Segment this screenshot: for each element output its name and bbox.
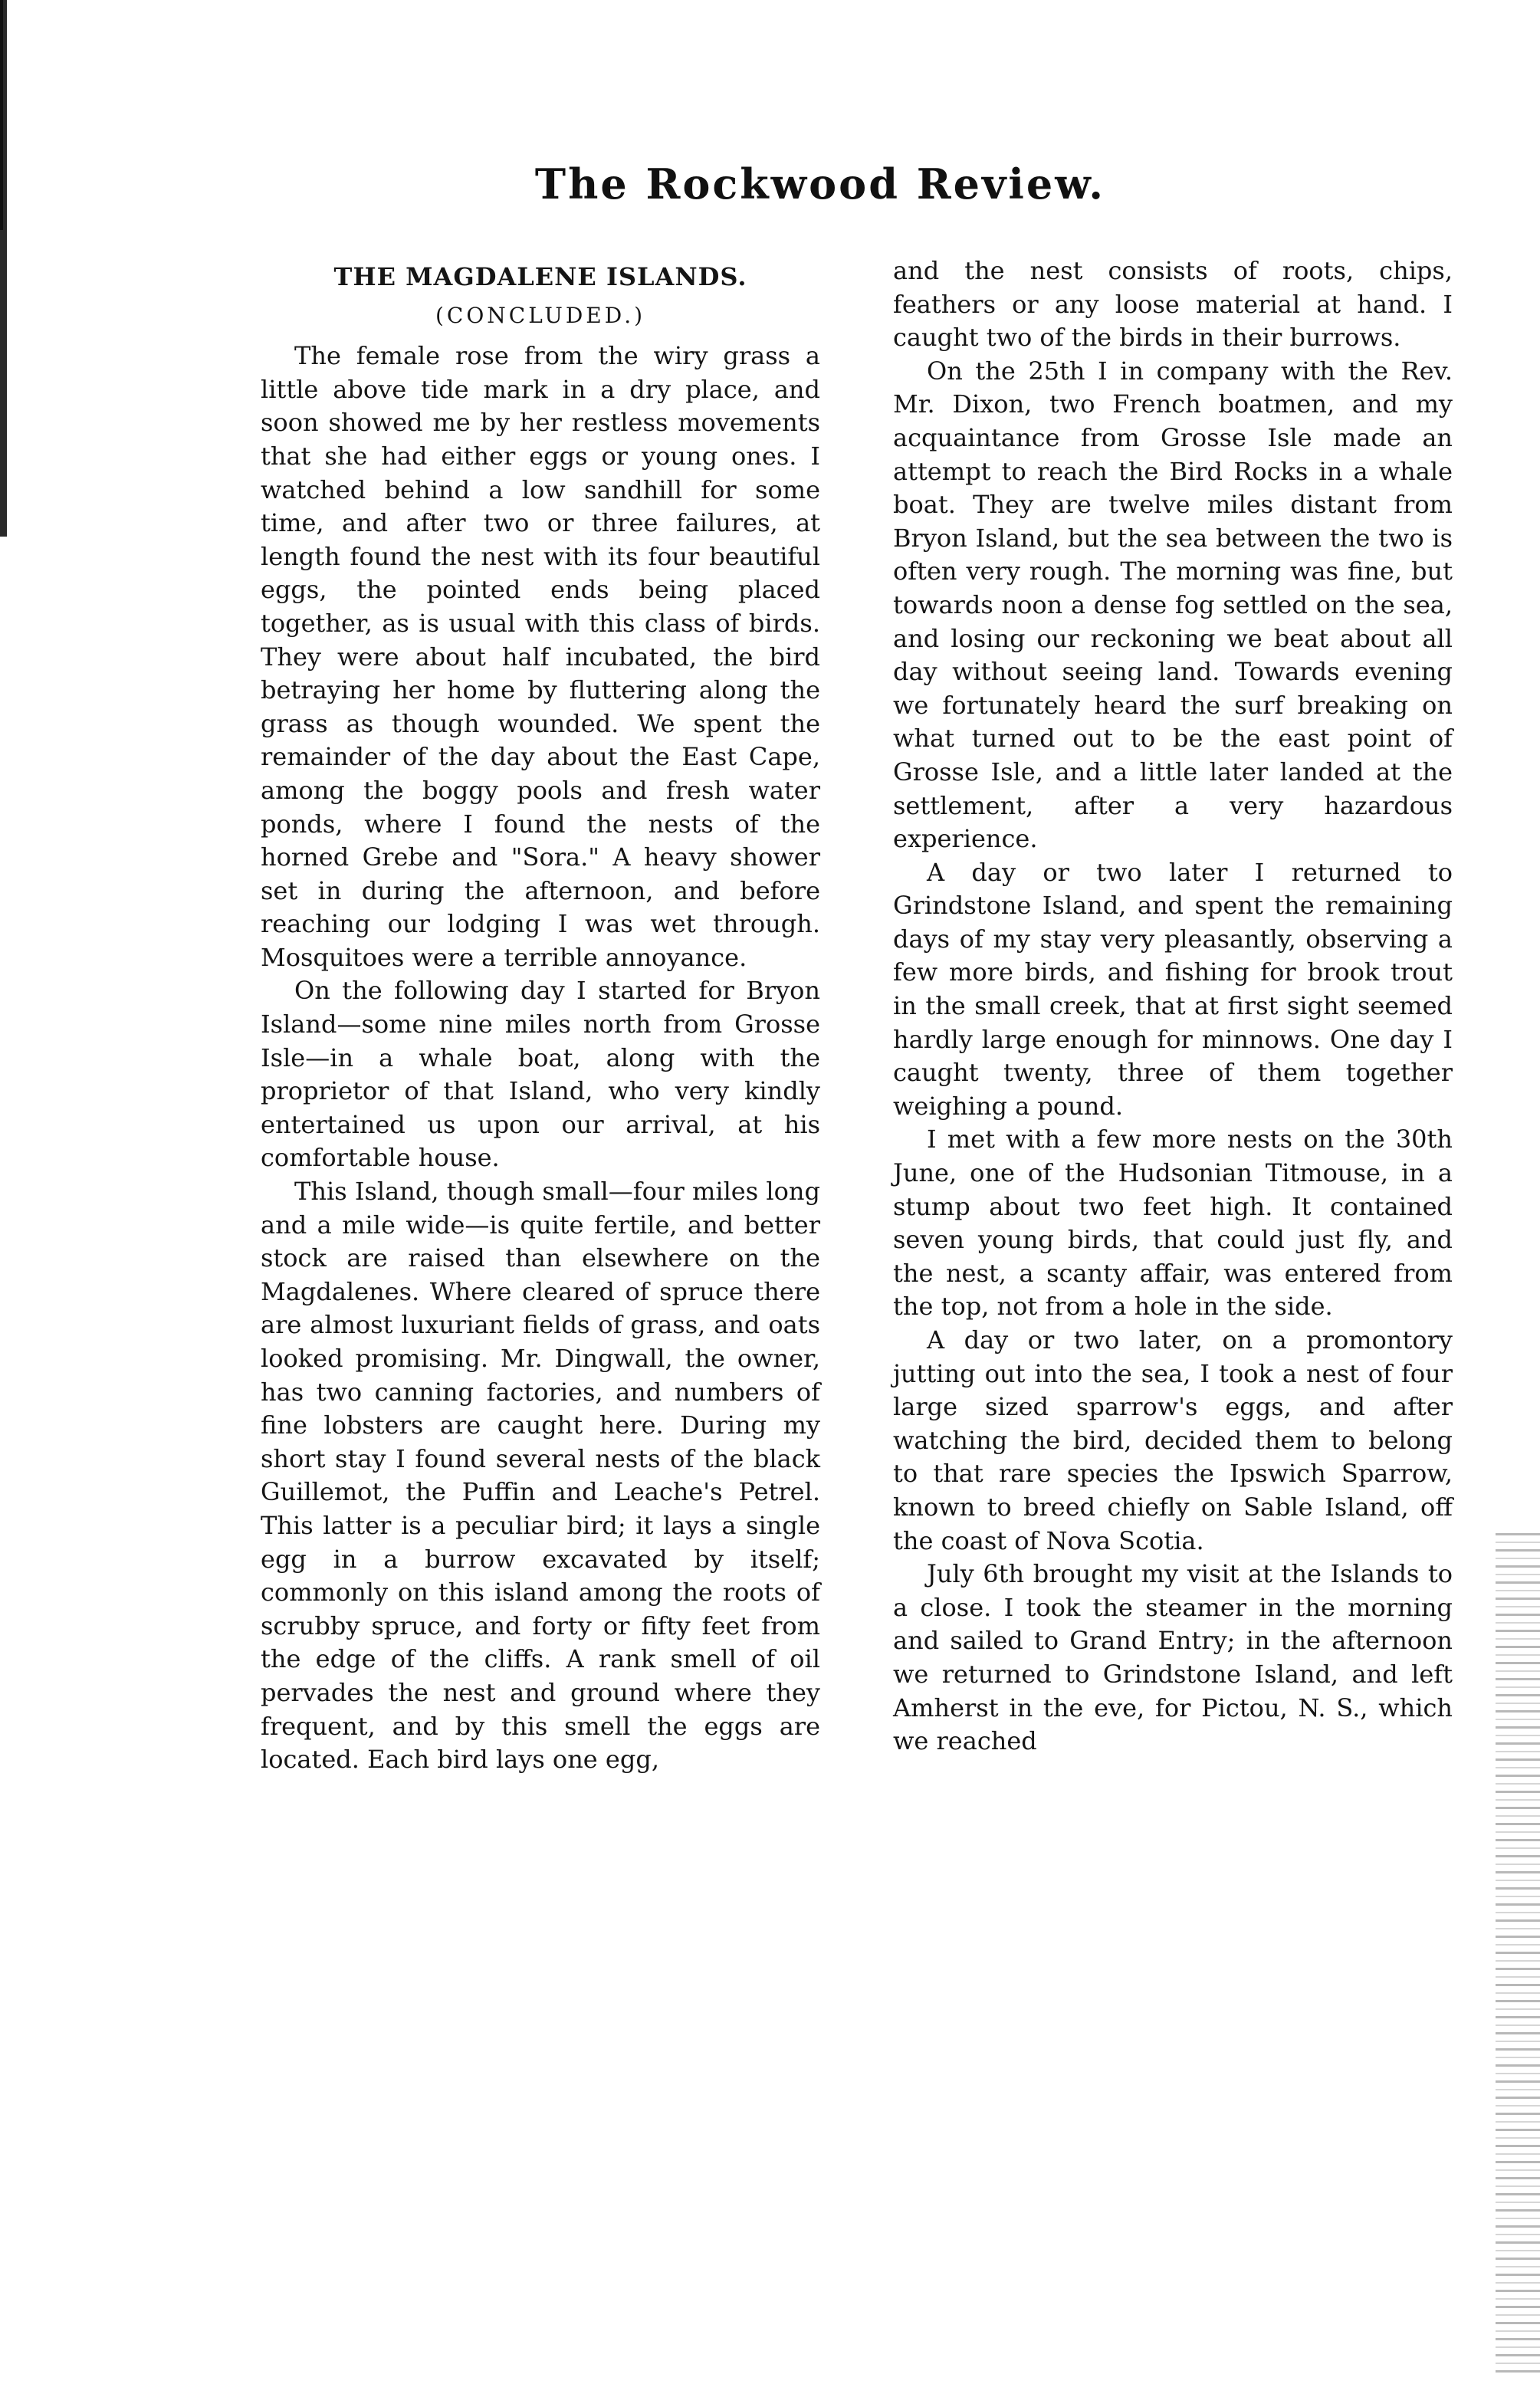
binding-edge-mark (0, 0, 3, 230)
paragraph: A day or two later, on a promontory jutting out into the sea, I took a nest of four large sized sparrow's eggs, and after watching the bird, decided them to belong to that rare species the Ipswich Sparrow, known to breed chiefly on Sable Island, off the coast of Nova Scotia. (893, 1325, 1453, 1555)
paragraph-continued: and the nest consists of roots, chips, feathers or any loose material at hand. I caught two of the birds in their burrows. (893, 256, 1453, 353)
paragraph: July 6th brought my visit at the Islands to a close. I took the steamer in the morning and sailed to Grand Entry; in the afternoon we returned to Grindstone Island, and left Amherst in the eve, for Pictou, N. S., which we reached (893, 1559, 1453, 1756)
article-title: THE MAGDALENE ISLANDS. (333, 262, 747, 291)
paragraph: On the 25th I in company with the Rev. Mr. Dixon, two French boatmen, and my acquaintance from Grosse Isle made an attempt to reach the Bird Rocks in a whale boat. They are twelve miles distant from Bryon Island, but the sea between the two is often very rough. The morning was fine, but towards noon a dense fog settled on the sea, and losing our reckoning we beat about all day without seeing land. Towards evening we fortunately heard the surf breaking on what turned out to be the east point of Grosse Isle, and a little later landed at the settlement, after a very hazardous experience. (893, 356, 1453, 854)
right-column (893, 254, 1453, 1758)
masthead: The Rockwood Review. (534, 159, 1106, 209)
paragraph: The female rose from the wiry grass a little above tide mark in a dry place, and soon showed me by her restless movements that she had either eggs or young ones. I watched behind a low sandhill for some time, and after two or three failures, at length found the nest with its four beautiful eggs, the pointed ends being placed together, as is usual with this class of birds. They were about half incubated, the bird betraying her home by fluttering along the grass as though wounded. We spent the remainder of the day about the East Cape, among the boggy pools and fresh water ponds, where I found the nests of the horned Grebe and "Sora." A heavy shower set in during the afternoon, and before reaching our lodging I was wet through. Mosquitoes were a terrible annoyance. (261, 341, 820, 972)
paragraph: On the following day I started for Bryon Island—some nine miles north from Grosse Isle—in a whale boat, along with the proprietor of that Island, who very kindly entertained us upon our arrival, at his comfortable house. (261, 976, 820, 1173)
left-column (261, 245, 820, 1777)
article-subtitle: (CONCLUDED.) (435, 302, 646, 328)
paragraph: A day or two later I returned to Grindstone Island, and spent the remaining days of my stay very pleasantly, observing a few more birds, and fishing for brook trout in the small creek, that at first sight seemed hardly large enough for minnows. One day I caught twenty, three of them together weighing a pound. (893, 857, 1453, 1121)
paragraph: This Island, though small—four miles long and a mile wide—is quite fertile, and better stock are raised than elsewhere on the Magdalenes. Where cleared of spruce there are almost luxuriant fields of grass, and oats looked promising. Mr. Dingwall, the owner, has two canning factories, and numbers of fine lobsters are caught here. During my short stay I found several nests of the black Guillemot, the Puffin and Leache's Petrel. This latter is a peculiar bird; it lays a single egg in a burrow excavated by itself; commonly on this island among the roots of scrubby spruce, and forty or fifty feet from the edge of the cliffs. A rank smell of oil pervades the nest and ground where they frequent, and by this smell the eggs are located. Each bird lays one egg, (261, 1177, 820, 1775)
scan-edge-noise (1496, 1533, 1540, 2376)
paragraph: I met with a few more nests on the 30th June, one of the Hudsonian Titmouse, in a stump about two feet high. It contained seven young birds, that could just fly, and the nest, a scanty affair, was entered from the top, not from a hole in the side. (893, 1125, 1453, 1322)
